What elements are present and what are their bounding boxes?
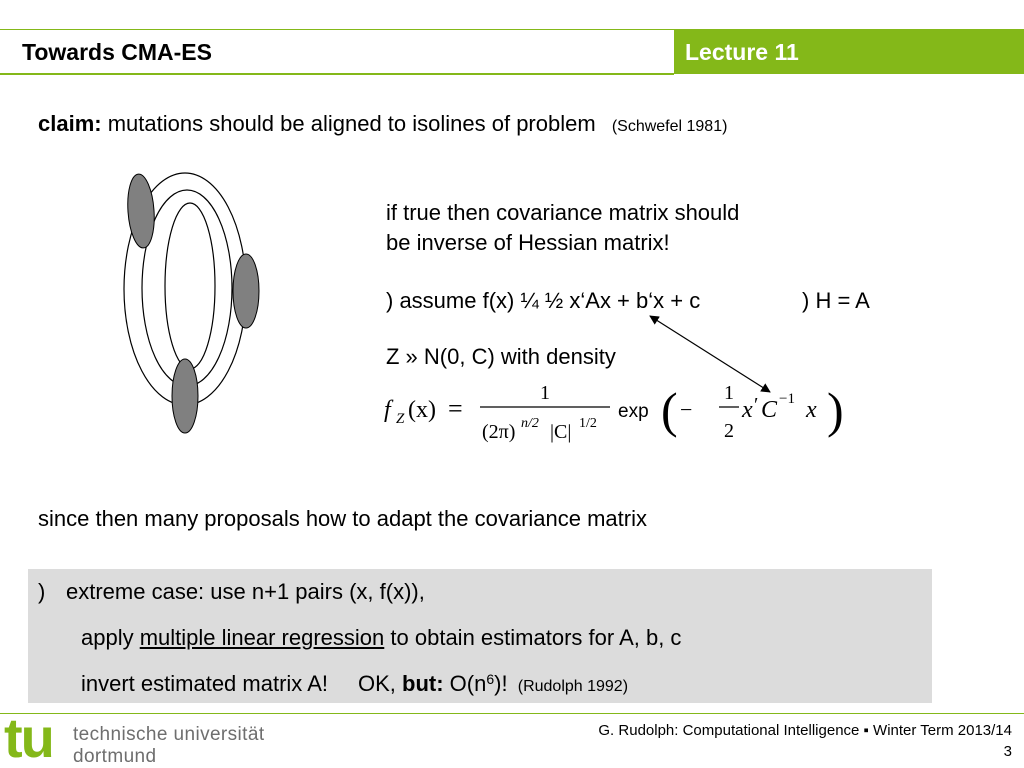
box-line-1: extreme case: use n+1 pairs (x, f(x)),	[66, 579, 425, 604]
box-line-2-post: to obtain estimators for A, b, c	[390, 625, 682, 650]
lecture-label: Lecture 11	[685, 39, 799, 65]
university-name-line-2: dortmund	[73, 746, 157, 767]
mutation-ellipse-bottom	[172, 359, 198, 433]
box-line-3-but: but:	[402, 671, 444, 696]
assume-line: ) assume f(x) ¼ ½ x‘Ax + b‘x + c	[386, 288, 701, 313]
regression-link[interactable]: multiple linear regression	[139, 625, 385, 650]
tu-logo-mark: tu	[4, 706, 53, 768]
claim-label: claim:	[38, 111, 102, 136]
formula-denominator-a-exp: n/2	[521, 416, 539, 431]
formula-x-right: x	[806, 397, 817, 423]
formula-half-denominator: 2	[724, 420, 734, 442]
university-name-line-1: technische universität	[73, 724, 265, 745]
footer-credit: G. Rudolph: Computational Intelligence ▪ Winter Term 2013/14	[598, 722, 1012, 739]
isoline-diagram	[110, 165, 270, 440]
claim-text: mutations should be aligned to isolines of problem	[107, 111, 596, 136]
implies-line: ) H = A	[802, 288, 870, 313]
formula-denominator-a: (2π)	[482, 421, 516, 443]
middle-isoline	[142, 190, 232, 386]
formula-f: f	[384, 397, 391, 423]
mutation-ellipse-right	[233, 254, 259, 328]
hessian-line-2: be inverse of Hessian matrix!	[386, 230, 670, 255]
formula-minus: −	[680, 397, 693, 422]
formula-half-numerator: 1	[724, 382, 734, 404]
formula-equals: =	[448, 394, 463, 423]
claim-citation: (Schwefel 1981)	[611, 118, 728, 135]
formula-argument: (x)	[408, 397, 436, 423]
box-line-3	[81, 670, 628, 701]
formula-exp: exp	[618, 401, 649, 422]
formula-subscript: Z	[396, 411, 405, 427]
formula-denominator-b-exp: 1/2	[579, 416, 597, 431]
box-line-3-invert: invert estimated matrix A!	[81, 671, 328, 696]
formula-left-paren: (	[661, 382, 678, 438]
header-underline	[0, 73, 674, 75]
lecture-badge	[674, 30, 1024, 74]
box-line-2-pre: apply	[81, 625, 134, 650]
slide-title: Towards CMA-ES	[22, 39, 212, 65]
density-formula	[380, 375, 850, 447]
claim-line	[38, 110, 727, 141]
density-line: Z » N(0, C) with density	[386, 344, 616, 369]
box-line-3-complexity: $O(n^6)$!	[449, 671, 508, 696]
since-line: since then many proposals how to adapt the covariance matrix	[38, 506, 647, 531]
formula-right-paren: )	[827, 382, 844, 438]
inner-isoline	[165, 203, 215, 369]
extreme-case-box	[28, 569, 932, 703]
formula-C-exp: −1	[779, 391, 795, 407]
footer-rule	[0, 713, 1024, 714]
box-line-3-ok: OK,	[357, 671, 396, 696]
formula-C: C	[761, 397, 778, 423]
box-line-3-citation: (Rudolph 1992)	[517, 678, 629, 695]
hessian-line-1: if true then covariance matrix should	[386, 200, 740, 225]
box-line-2	[81, 624, 681, 652]
formula-prime: ′	[754, 394, 759, 416]
box-marker: )	[38, 579, 46, 604]
formula-numerator: 1	[540, 382, 550, 404]
page-number: 3	[1003, 743, 1012, 760]
formula-denominator-b: |C|	[550, 421, 572, 443]
formula-x-left: x	[742, 397, 753, 423]
